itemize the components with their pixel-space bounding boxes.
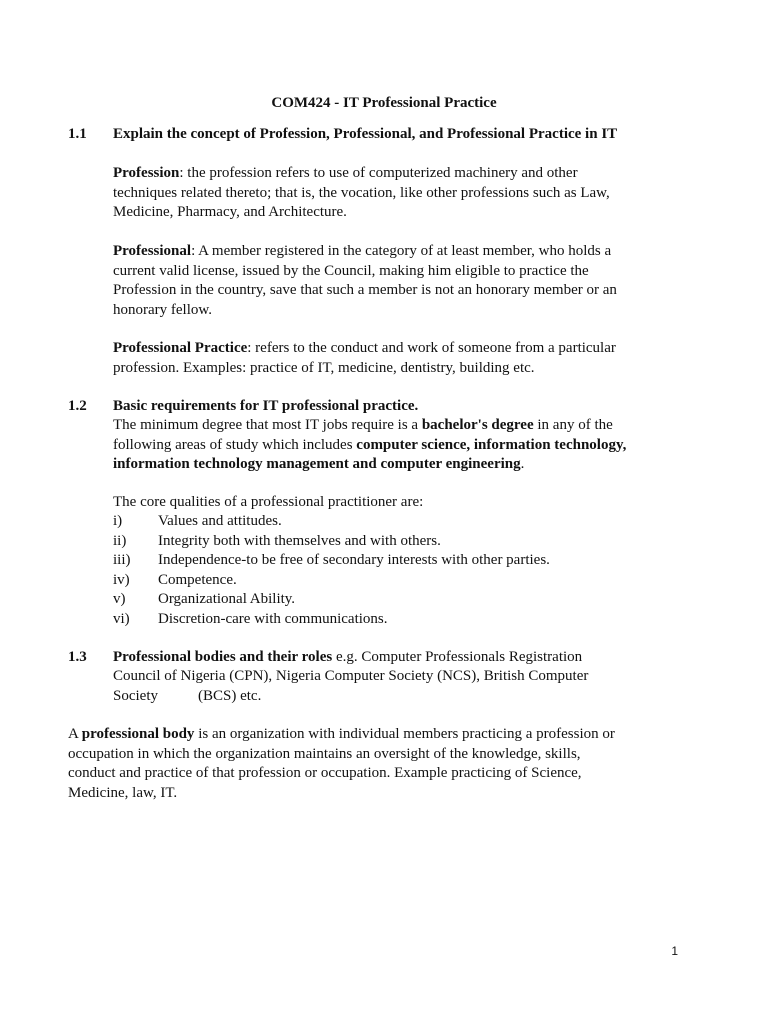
section-number: 1.2 [68, 398, 87, 414]
text-run: The minimum degree that most IT jobs require is a [113, 417, 422, 433]
text-run: . [520, 456, 525, 472]
text-line: current valid license, issued by the Council, making him eligible to practice the [113, 262, 589, 279]
list-item [113, 532, 693, 552]
text-run: is an organization with individual members practicing a profession or [194, 726, 615, 742]
list-item [113, 610, 693, 630]
term-professional: Professional [113, 243, 192, 259]
text-run: in any of the [533, 417, 613, 433]
list-item [113, 571, 693, 591]
bold-run: information technology management and computer engineering [113, 456, 521, 472]
text-run: A [68, 726, 82, 742]
qualities-intro: The core qualities of a professional practitioner are: [113, 494, 424, 510]
list-marker: v) [113, 591, 126, 607]
bold-run: professional body [81, 726, 195, 742]
text-run: e.g. Computer Professionals Registration [332, 649, 583, 665]
requirements-paragraph [113, 416, 683, 475]
text-line: Medicine, Pharmacy, and Architecture. [113, 204, 347, 220]
list-item-text: Integrity both with themselves and with others. [158, 532, 441, 549]
professional-definition [113, 242, 683, 320]
text-line: profession. Examples: practice of IT, medicine, dentistry, building etc. [113, 359, 535, 376]
profession-definition [113, 164, 683, 223]
bold-run: bachelor's degree [421, 417, 534, 433]
professional-body-paragraph [68, 725, 678, 803]
list-item-text: Competence. [158, 571, 237, 588]
text-run: (BCS) etc. [198, 687, 262, 704]
term-professional-practice: Professional Practice [113, 340, 248, 356]
text-line: conduct and practice of that profession or occupation. Example practicing of Science, [68, 765, 582, 781]
section-number: 1.1 [68, 126, 87, 142]
text-run: Society [113, 687, 158, 704]
section-title: Explain the concept of Profession, Professional, and Professional Practice in IT [113, 126, 618, 142]
term-profession: Profession [113, 165, 180, 181]
text-line: occupation in which the organization maintains an oversight of the knowledge, skills, [68, 745, 581, 762]
qualities-list [113, 512, 693, 629]
text-line: : the profession refers to use of computerized machinery and other [179, 165, 578, 181]
section-title: Professional bodies and their roles [113, 649, 333, 665]
document-title: COM424 - IT Professional Practice [271, 95, 497, 111]
bold-run: computer science, information technology, [356, 436, 627, 453]
list-marker: ii) [113, 532, 127, 549]
list-item-text: Values and attitudes. [158, 513, 282, 529]
professional-bodies-examples [113, 667, 683, 706]
list-item-text: Organizational Ability. [158, 591, 296, 607]
list-item-text: Independence-to be free of secondary interests with other parties. [158, 552, 550, 568]
list-item [113, 590, 693, 610]
section-title: Basic requirements for IT professional practice. [113, 398, 419, 414]
list-marker: vi) [113, 610, 130, 627]
text-line: honorary fellow. [113, 301, 212, 318]
list-item [113, 551, 693, 571]
text-line: : A member registered in the category of at least member, who holds a [191, 243, 612, 259]
list-item [113, 512, 693, 532]
text-line: Council of Nigeria (CPN), Nigeria Computer Society (NCS), British Computer [113, 668, 589, 684]
list-item-text: Discretion-care with communications. [158, 610, 388, 627]
text-run: following areas of study which includes [113, 436, 357, 453]
text-line: Profession in the country, save that such a member is not an honorary member or an [113, 282, 617, 298]
text-line: techniques related thereto; that is, the vocation, like other professions such as Law, [113, 184, 610, 201]
professional-practice-definition [113, 339, 683, 378]
text-line: Medicine, law, IT. [68, 784, 178, 801]
list-marker: iii) [113, 552, 131, 568]
list-marker: iv) [113, 571, 130, 588]
section-number: 1.3 [68, 649, 87, 665]
page-number: 1 [671, 944, 678, 958]
text-line: : refers to the conduct and work of someone from a particular [247, 340, 616, 356]
list-marker: i) [113, 513, 123, 529]
